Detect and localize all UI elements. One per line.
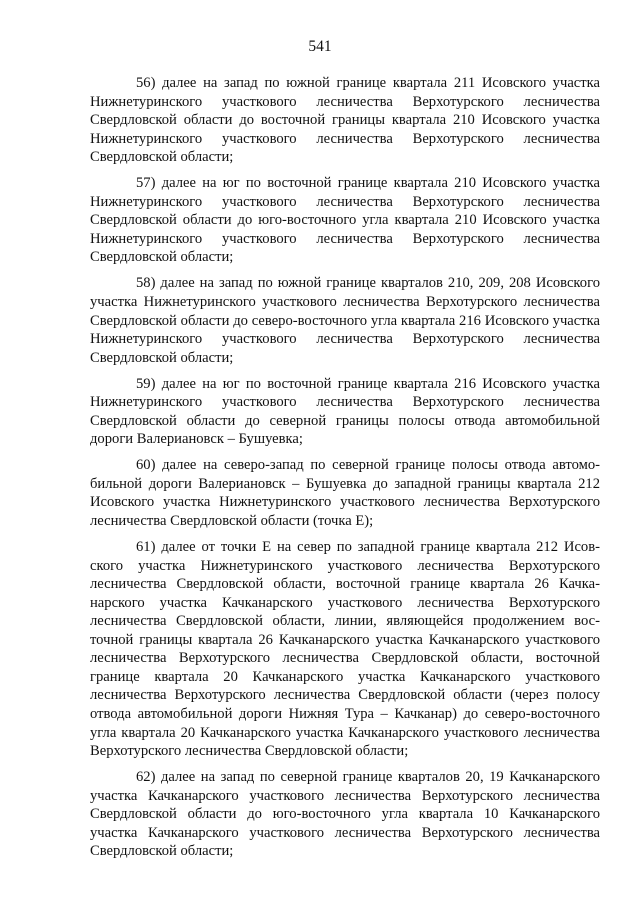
paragraph-57: 57) далее на юг по восточной границе квартала 210 Исовского участка Нижнетуринского участкового лесничества Верхотурского лесничества Свердловской области до юго-восточного угла квартала 210 Исовского участка Нижнетуринского участкового лесничества Верхотурского лесничества Свердловской области;: [90, 175, 600, 266]
paragraph-61: 61) далее от точки Е на север по западной границе квартала 212 Исовского участка Нижнетуринского участкового лесничества Верхотурского лесничества Свердловской области, восточной границе квартала 26 Качканарского участка Качканарского участкового лесничества Верхотурского лесничества Свердловской области, линии, являющейся продолжением восточной границы квартала 26 Качканарского участка Качканарского участкового лесничества Верхотурского лесничества Свердловской области, восточной границе квартала 20 Качканарского участка Качканарского участкового лесничества Верхотурского лесничества Свердловской области (через полосу отвода автомобильной дороги Нижняя Тура – Качканар) до северо-восточного угла квартала 20 Качканарского участка Качканарского участкового лесничества Верхотурского лесничества Свердловской области;: [90, 539, 600, 760]
paragraph-58: 58) далее на запад по южной границе кварталов 210, 209, 208 Исовского участка Нижнетуринского участкового лесничества Верхотурского лесничества Свердловской области до северо-восточного угла квартала 216 Исовского участка Нижнетуринского участкового лесничества Верхотурского лесничества Свердловской области;: [90, 275, 600, 366]
paragraph-56: 56) далее на запад по южной границе квартала 211 Исовского участка Нижнетуринского участкового лесничества Верхотурского лесничества Свердловской области до восточной границы квартала 210 Исовского участка Нижнетуринского участкового лесничества Верхотурского лесничества Свердловской области;: [90, 75, 600, 166]
page-number: 541: [308, 38, 332, 55]
document-body: [90, 74, 600, 868]
paragraph-62: 62) далее на запад по северной границе кварталов 20, 19 Качканарского участка Качканарского участкового лесничества Верхотурского лесничества Свердловской области до юго-восточного угла квартала 10 Качканарского участка Качканарского участкового лесничества Верхотурского лесничества Свердловской области;: [90, 769, 600, 860]
paragraph-60: 60) далее на северо-запад по северной границе полосы отвода автомобильной дороги Валериановск – Бушуевка до западной границы квартала 212 Исовского участка Нижнетуринского участкового лесничества Верхотурского лесничества Свердловской области (точка Е);: [90, 457, 600, 530]
paragraph-59: 59) далее на юг по восточной границе квартала 216 Исовского участка Нижнетуринского участкового лесничества Верхотурского лесничества Свердловской области до северной границы полосы отвода автомобильной дороги Валериановск – Бушуевка;: [90, 375, 600, 448]
